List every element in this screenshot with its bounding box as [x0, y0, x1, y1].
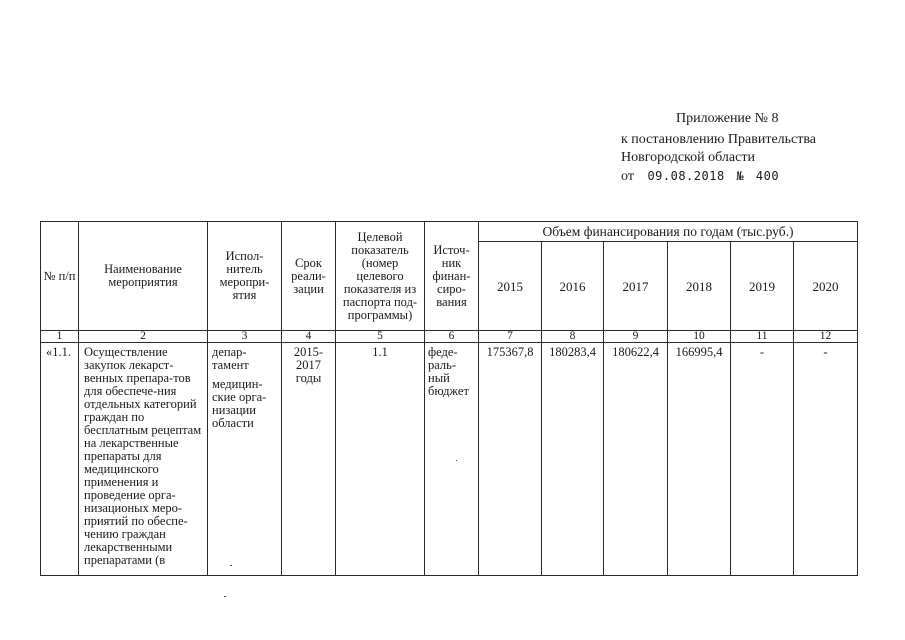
table-header-row — [41, 222, 858, 242]
indicator-cell: 1.1 — [336, 343, 425, 576]
executor-organizations: медицин-ские орга-низации области — [212, 377, 267, 430]
header-name: Наименование мероприятия — [79, 222, 208, 331]
date-prefix: от — [621, 169, 634, 184]
column-number: 3 — [208, 331, 282, 343]
decree-number: 400 — [755, 169, 780, 183]
region-name: Новгородской области — [621, 150, 755, 165]
activity-name: Осуществление закупок лекарст-венных препара-тов для обеспече-ния отдельных категорий граждан по бесплатным рецептам на лекарственные препараты для медицинского применения и проведение орга-низационых меро-приятий по обеспе-чению граждан лекарственными препаратами (в — [79, 343, 208, 576]
column-number: 6 — [425, 331, 479, 343]
amount-2015: 175367,8 — [479, 343, 542, 576]
scan-speck — [230, 565, 232, 566]
executor-cell — [208, 343, 282, 576]
financing-table — [40, 221, 858, 576]
scan-speck — [456, 460, 457, 461]
row-number: «1.1. — [41, 343, 79, 576]
decree-date-line — [621, 167, 779, 186]
column-number: 12 — [794, 331, 858, 343]
column-number: 9 — [604, 331, 668, 343]
amount-2016: 180283,4 — [542, 343, 604, 576]
header-year: 2016 — [542, 242, 604, 331]
column-number: 2 — [79, 331, 208, 343]
column-number: 8 — [542, 331, 604, 343]
table-row — [41, 343, 858, 576]
header-year: 2017 — [604, 242, 668, 331]
column-number-row — [41, 331, 858, 343]
header-source: Источ-ник финан-сиро-вания — [425, 222, 479, 331]
funding-source-cell: феде-раль-ный бюджет — [425, 343, 479, 576]
appendix-title: Приложение № 8 — [676, 111, 779, 126]
header-year: 2020 — [794, 242, 858, 331]
header-funding-group: Объем финансирования по годам (тыс.руб.) — [479, 222, 858, 242]
column-number: 4 — [282, 331, 336, 343]
header-indicator: Целевой показатель (номер целевого показателя из паспорта под-программы) — [336, 222, 425, 331]
column-number: 10 — [668, 331, 731, 343]
decree-date-stamp — [643, 169, 779, 183]
term-cell: 2015-2017 годы — [282, 343, 336, 576]
number-sign: № — [736, 169, 745, 183]
decree-reference: к постановлению Правительства — [621, 132, 817, 147]
executor-department: депар-тамент — [212, 345, 249, 372]
header-year: 2018 — [668, 242, 731, 331]
amount-2019: - — [731, 343, 794, 576]
header-year: 2019 — [731, 242, 794, 331]
column-number: 7 — [479, 331, 542, 343]
scan-speck — [224, 596, 226, 597]
amount-2020: - — [794, 343, 858, 576]
header-no: № п/п — [41, 222, 79, 331]
decree-date: 09.08.2018 — [647, 169, 725, 183]
column-number: 1 — [41, 331, 79, 343]
column-number: 11 — [731, 331, 794, 343]
amount-2018: 166995,4 — [668, 343, 731, 576]
amount-2017: 180622,4 — [604, 343, 668, 576]
header-executor: Испол-нитель меропри-ятия — [208, 222, 282, 331]
header-year: 2015 — [479, 242, 542, 331]
header-term: Срок реали-зации — [282, 222, 336, 331]
column-number: 5 — [336, 331, 425, 343]
